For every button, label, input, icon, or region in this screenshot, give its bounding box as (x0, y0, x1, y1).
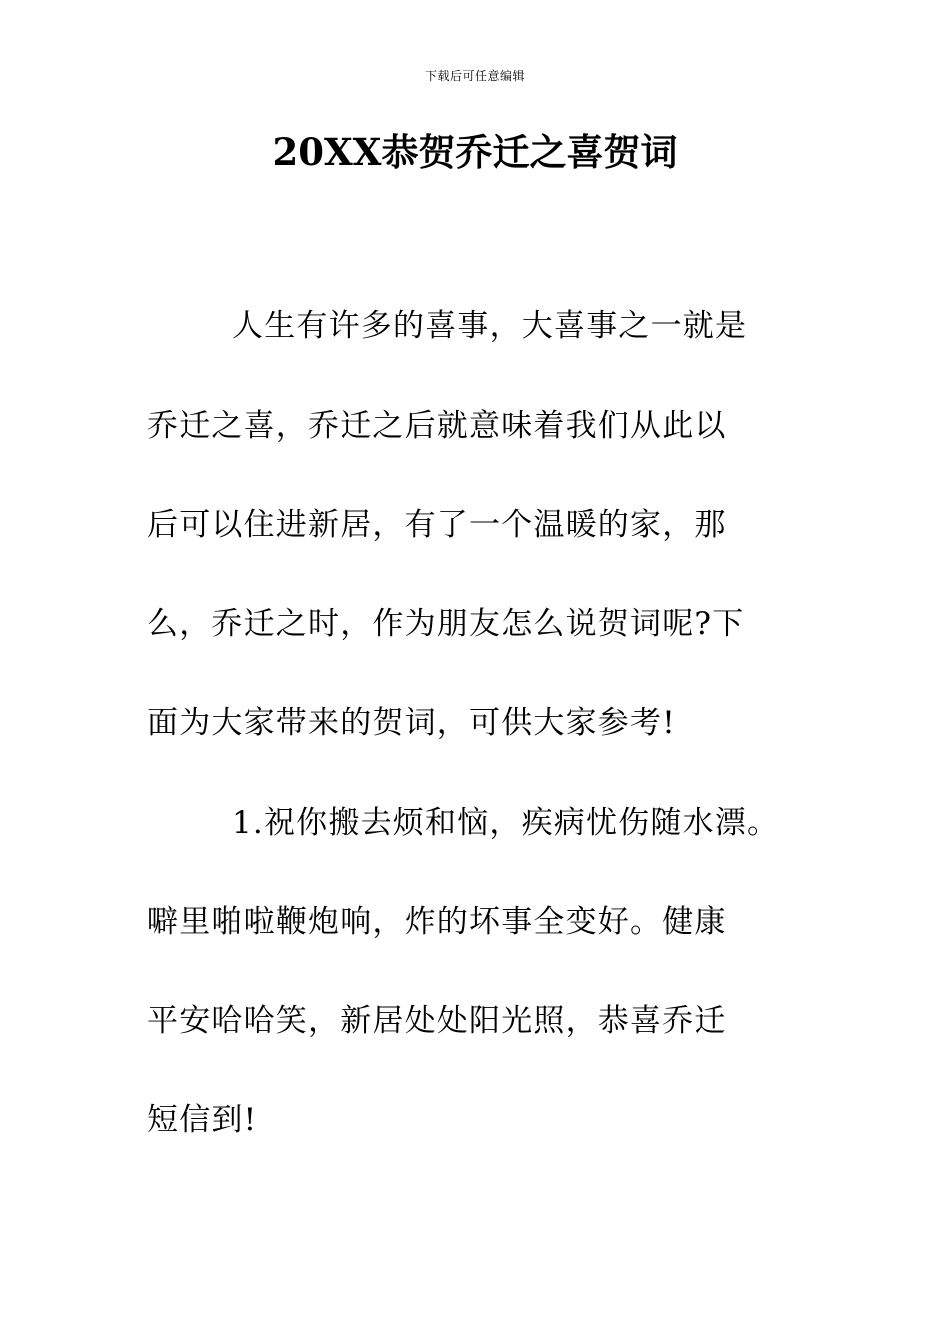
paragraph-line: 噼里啪啦鞭炮响，炸的坏事全变好。健康 (147, 904, 727, 940)
document-title: 20XX恭贺乔迁之喜贺词 (272, 130, 678, 174)
paragraph-line: 么，乔迁之时，作为朋友怎么说贺词呢?下 (147, 606, 745, 642)
paragraph-line: 平安哈哈笑，新居处处阳光照，恭喜乔迁 (147, 1003, 727, 1039)
paragraph-line: 后可以住进新居，有了一个温暖的家，那 (147, 507, 727, 543)
header-note: 下载后可任意编辑 (424, 69, 525, 83)
paragraph-line: 面为大家带来的贺词，可供大家参考! (147, 705, 676, 741)
paragraph-line: 1.祝你搬去烦和恼，疾病忧伤随水漂。 (232, 805, 780, 841)
paragraph-line: 短信到! (147, 1102, 258, 1138)
paragraph-line: 乔迁之喜，乔迁之后就意味着我们从此以 (147, 408, 727, 444)
paragraph-line: 人生有许多的喜事，大喜事之一就是 (232, 308, 748, 344)
